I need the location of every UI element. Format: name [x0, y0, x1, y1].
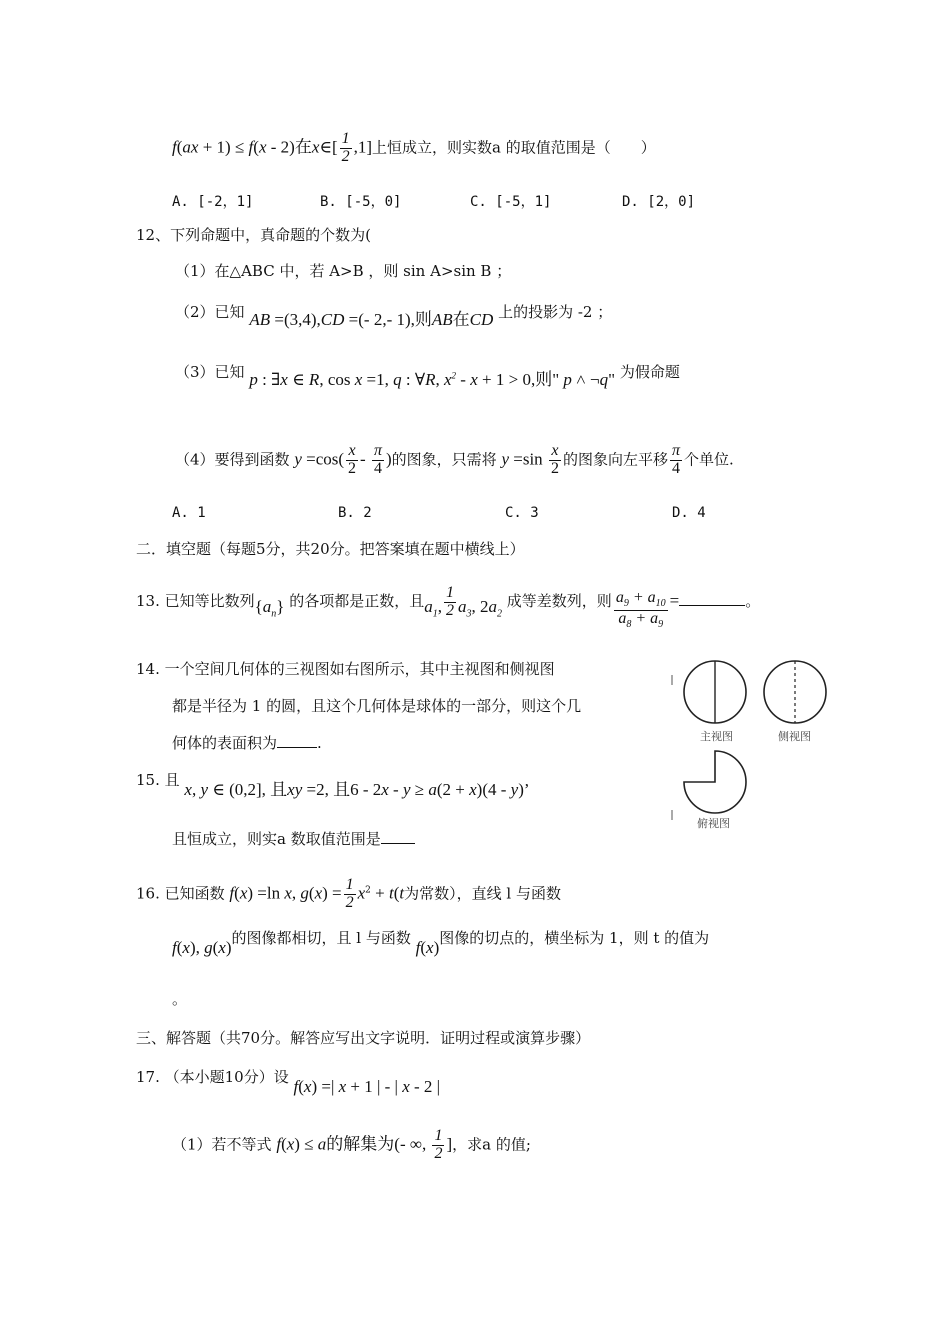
q13-text: 13. 已知等比数列$\{a_n\}$ 的各项都是正数，且$a_1$, $\frac{1}{2}$ $a_3$, $2a_2$ 成等差数列，则 $\frac{a_9 + a_{10}}{a_8 + a_9}$ = 。 [136, 583, 761, 630]
q12-option-a: A. 1 [172, 505, 206, 521]
q11-option-c: C. [-5，1] [470, 194, 552, 210]
q17-text: 17. （本小题10分）设 f(x) =| x + 1 | - | x - 2 | [136, 1068, 441, 1096]
side-view-caption: 侧视图 [778, 730, 811, 743]
q14-line-3: 何体的表面积为 . [172, 734, 322, 752]
q12-option-d: D. 4 [672, 505, 706, 521]
q11-option-a: A. [-2，1] [172, 194, 254, 210]
section-3-title: 三、解答题（共70分。解答应写出文字说明．证明过程或演算步骤） [136, 1029, 591, 1047]
top-view-caption: 俯视图 [697, 817, 730, 830]
q12-statement-3: （3）已知 p : ∃x ∈ R, cos x =1, q : ∀R, $x^2 - x + 1 > 0$,则" p ˄ ¬q" 为假命题 [175, 363, 680, 389]
q12-statement-1: （1）在△ABC 中，若 A>B ，则 sin A>sin B ； [175, 262, 512, 280]
q11-condition: f(ax + 1) ≤ f(x - 2)在x∈[ $\frac{1}{2}$ ,1]上恒成立，则实数a 的取值范围是（ ） [172, 130, 656, 165]
q12-option-b: B. 2 [338, 505, 372, 521]
q12-statement-2: （2）已知 AB =(3,4),CD =(- 2,- 1),则AB在CD 上的投影为 -2 ； [175, 303, 613, 329]
q17-part-1: （1）若不等式 f(x) ≤ a的解集为(- ∞, $\frac{1}{2}$ ]，求a 的值; [172, 1127, 531, 1162]
q16-line-2: f(x), g(x)的图像都相切，且 l 与函数 f(x)图像的切点的，横坐标为 1，则 t 的值为 [172, 929, 710, 957]
q15-text: 15. 且 x, y ∈ (0,2], 且xy =2, 且6 - 2x - y ≥ a(2 + x)(4 - y)’ [136, 771, 530, 799]
q12-statement-4: （4）要得到函数 y =cos( $\frac{x}{2}$ - $\frac{\pi}{4}$ )的图象，只需将 y =sin $\frac{x}{2}$ 的图象向左平移 $\frac{\pi}{4}$ 个单位. [175, 442, 734, 477]
q11-option-b: B. [-5，0] [320, 194, 402, 210]
three-view-figure [668, 655, 838, 830]
section-2-title: 二．填空题（每题5分，共20分。把答案填在题中横线上） [136, 540, 525, 558]
q16-line-1: 16. 已知函数 f(x) =ln x, g(x) = $\frac{1}{2}$ $x^2 + t(t$为常数），直线 l 与函数 [136, 876, 561, 911]
q12-option-c: C. 3 [505, 505, 539, 521]
q14-line-1: 14. 一个空间几何体的三视图如右图所示，其中主视图和侧视图 [136, 660, 555, 678]
q12-title: 12、下列命题中，真命题的个数为( [136, 226, 371, 244]
q15-line-2: 且恒成立，则实a 数取值范围是 [172, 830, 415, 848]
q16-line-3: 。 [172, 990, 188, 1008]
front-view-caption: 主视图 [700, 730, 733, 743]
q11-option-d: D. [2，0] [622, 194, 696, 210]
q14-line-2: 都是半径为 1 的圆，且这个几何体是球体的一部分，则这个几 [172, 697, 582, 715]
top-view-three-quarter-circle [684, 751, 746, 813]
